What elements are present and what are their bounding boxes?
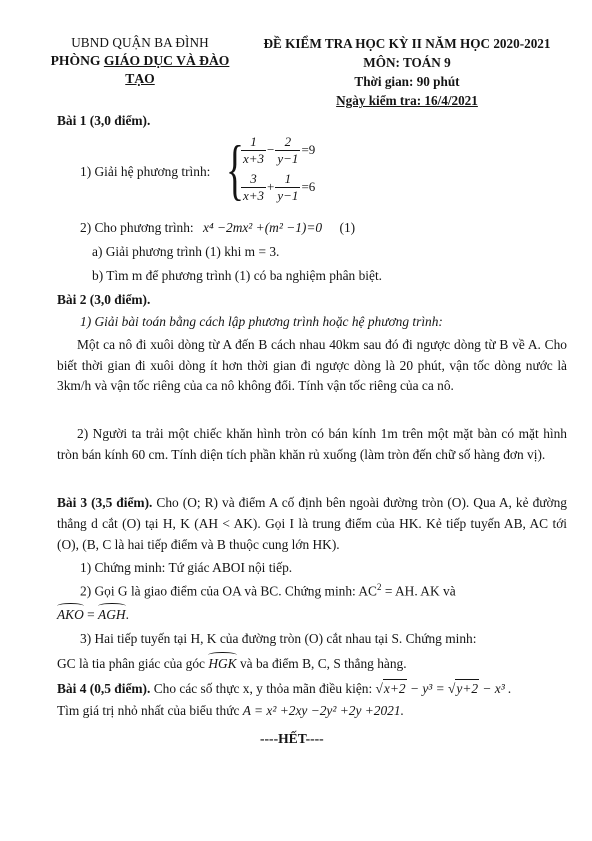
bai2-problem1: Một ca nô đi xuôi dòng từ A đến B cách nhau 40km sau đó đi ngược dòng từ B về A. Cho biết thời gian đi xuôi dòng ít hơn thời gian đi ngược dòng là 20 phút, vận tốc dòng nước là 3km/h và vận tốc riêng của ca nô không đổi. Tính vận tốc riêng của ca nô. <box>57 337 567 393</box>
bai1-q2 <box>80 219 355 237</box>
brace-symbol: { <box>226 131 244 207</box>
exam-subject: MÔN: TOÁN 9 <box>363 55 451 71</box>
org-line2-underlined: GIÁO DỤC VÀ ĐÀO TẠO <box>103 53 230 87</box>
bai4-line1: Bài 4 (0,5 điểm). Cho các số thực x, y thỏa mãn điều kiện: √x+2 − y³ = √y+2 − x³ . <box>57 681 512 696</box>
system-eq2 <box>240 172 315 204</box>
q2-label: 2) Cho phương trình: <box>80 220 194 235</box>
angle-agh: AGH <box>98 607 126 622</box>
bai4-expression: A = x² +2xy −2y² +2y +2021. <box>242 703 404 718</box>
bai3-intro <box>57 492 567 555</box>
org-line2-prefix: PHÒNG <box>50 53 104 69</box>
end-marker: ----HẾT---- <box>260 731 324 746</box>
angle-ako: AKO <box>57 607 84 622</box>
angle-hgk: HGK <box>208 656 237 671</box>
eq1-frac1: $\frac{1}{x+3}$ <box>243 134 265 166</box>
org-header <box>40 34 240 88</box>
bai3-q2: 2) Gọi G là giao điểm của OA và BC. Chứng minh: $AC^2$ = AH. AK và <box>80 582 456 599</box>
bai3-q1: 1) Chứng minh: Tứ giác ABOI nội tiếp. <box>80 560 293 575</box>
sqrt-sign-2: √ <box>448 681 456 696</box>
bai2-intro: 1) Giải bài toán bằng cách lập phương trình hoặc hệ phương trình: <box>80 314 443 329</box>
bai2-title: Bài 2 (3,0 điểm). <box>57 292 151 307</box>
bai3-q2-angles: AKO = AGH. <box>57 607 129 622</box>
eq2-rhs: =6 <box>301 178 316 194</box>
bai3-intro-text: Cho (O; R) và điểm A cố định bên ngoài đường tròn (O). Qua A, kẻ đường thẳng d cắt (O) tại H, K (AH < AK). Gọi I là trung điểm của HK. Kẻ tiếp tuyến AB, AC tới (O), (B, C là hai tiếp điểm và B thuộc cung lớn HK). <box>57 495 567 552</box>
bai4-line2: Tìm giá trị nhỏ nhất của biểu thức A = x² +2xy −2y² +2y +2021. <box>57 703 404 718</box>
exam-duration: Thời gian: 90 phút <box>354 74 460 90</box>
q2-equation: x⁴ −2mx² +(m² −1)=0 <box>203 220 323 235</box>
bai3-title: Bài 3 (3,5 điểm). <box>57 495 153 510</box>
org-line1: UBND QUẬN BA ĐÌNH <box>71 35 209 50</box>
bai1-q1-label: 1) Giải hệ phương trình: <box>80 164 211 179</box>
eq2-frac1: $\frac{3}{x+3}$ <box>243 171 265 203</box>
bai4-title: Bài 4 (0,5 điểm). <box>57 681 151 696</box>
bai2-problem2: 2) Người ta trải một chiếc khăn hình tròn có bán kính 1m trên một mặt bàn có mặt hình tròn bán kính 60 cm. Tính diện tích phần khăn rủ xuống (làm tròn đến chữ số hàng đơn vị). <box>57 426 567 462</box>
sqrt-sign-1: √ <box>375 681 383 696</box>
exam-date: Ngày kiểm tra: 16/4/2021 <box>336 93 478 109</box>
q2-tag: (1) <box>339 220 356 235</box>
bai1-title: Bài 1 (3,0 điểm). <box>57 113 151 128</box>
equation-system <box>226 131 336 207</box>
bai1-q2a: a) Giải phương trình (1) khi m = 3. <box>92 244 280 259</box>
eq1-rhs: =9 <box>301 141 316 157</box>
exam-title: ĐỀ KIỂM TRA HỌC KỲ II NĂM HỌC 2020-2021 <box>263 36 551 51</box>
bai1-q2b: b) Tìm m để phương trình (1) có ba nghiệm phân biệt. <box>92 268 383 283</box>
eq1-frac2: $\frac{2}{y-1}$ <box>277 134 299 166</box>
bai3-q3-line2: GC là tia phân giác của góc HGK và ba điểm B, C, S thẳng hàng. <box>57 656 407 671</box>
exam-header <box>248 34 566 111</box>
eq2-op: + <box>267 178 275 194</box>
bai3-q3-line1: 3) Hai tiếp tuyến tại H, K của đường tròn (O) cắt nhau tại S. Chứng minh: <box>80 631 477 646</box>
org-line2 <box>40 52 240 88</box>
eq1-op: − <box>267 141 275 157</box>
system-eq1 <box>240 135 315 167</box>
eq2-frac2: $\frac{1}{y-1}$ <box>277 171 299 203</box>
